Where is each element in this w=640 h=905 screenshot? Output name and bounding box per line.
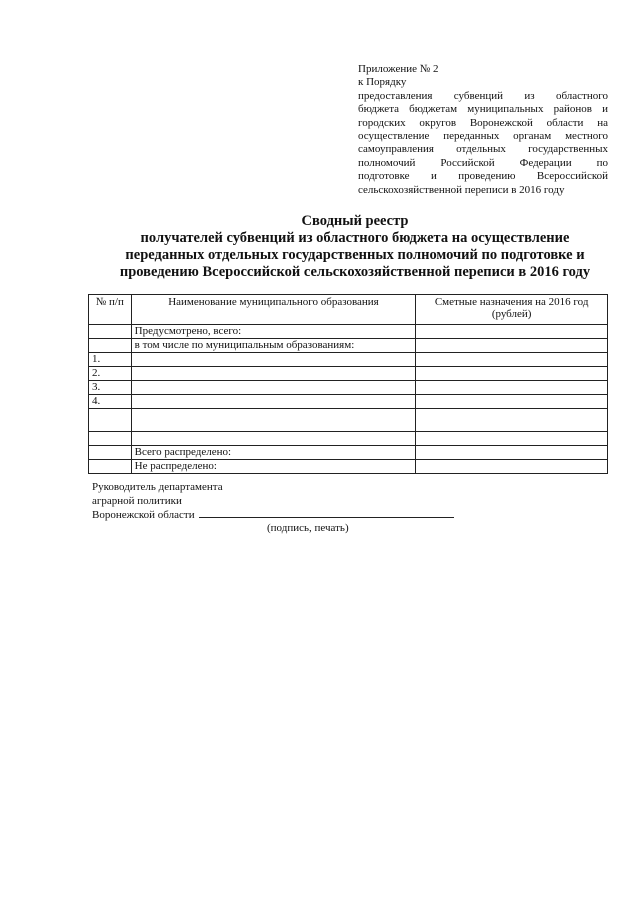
not-distributed-label: Не распределено:	[131, 460, 416, 474]
table-row	[89, 325, 608, 339]
header-amount-line-2: (рублей)	[491, 308, 532, 320]
title-line-3: переданных отдельных государственных полномочий по подготовке и	[125, 247, 585, 263]
signature-line-2: аграрной политики	[92, 494, 182, 507]
appendix-number: Приложение № 2	[358, 63, 439, 75]
appendix-body-line: предоставления субвенций из областного	[358, 89, 608, 102]
appendix-body-line: подготовке и проведению Всероссийской	[358, 170, 608, 183]
appendix-body-line: самоуправления отдельных государственных	[358, 143, 608, 156]
title-line-2: получателей субвенций из областного бюджета на осуществление	[140, 230, 570, 246]
row-number: 3.	[89, 381, 132, 395]
table-header-row	[89, 295, 608, 325]
appendix-body-line: городских округов Воронежской области на	[358, 116, 608, 129]
document-title	[60, 213, 640, 281]
planned-label: Предусмотрено, всего:	[131, 325, 416, 339]
total-distributed-label: Всего распределено:	[131, 446, 416, 460]
table-row	[89, 460, 608, 474]
title-line-1: Сводный реестр	[301, 213, 409, 229]
appendix-body-last-line: сельскохозяйственной переписи в 2016 году	[358, 183, 565, 196]
row-number: 1.	[89, 353, 132, 367]
header-amount	[416, 295, 608, 325]
row-number: 4.	[89, 395, 132, 409]
table-row	[89, 432, 608, 446]
table-row	[89, 339, 608, 353]
signature-underline	[199, 508, 454, 518]
signature-caption: (подпись, печать)	[267, 522, 349, 534]
appendix-body-line: бюджета бюджетам муниципальных районов и	[358, 103, 608, 116]
appendix-header	[358, 63, 608, 197]
signature-line-3-text: Воронежской области	[92, 509, 195, 522]
including-label: в том числе по муниципальным образованиям:	[131, 339, 416, 353]
header-amount-line-1: Сметные назначения на 2016 год	[434, 296, 589, 308]
table-row	[89, 367, 608, 381]
header-name: Наименование муниципального образования	[131, 295, 416, 325]
table-row	[89, 446, 608, 460]
signature-line-1: Руководитель департамента	[92, 481, 223, 493]
signature-line-3	[92, 508, 454, 523]
table-row	[89, 353, 608, 367]
register-table	[88, 294, 608, 474]
appendix-body-line: осуществление переданных органам местного	[358, 130, 608, 143]
title-line-4: проведению Всероссийской сельскохозяйственной переписи в 2016 году	[119, 264, 591, 280]
appendix-order-ref: к Порядку	[358, 76, 407, 89]
table-row	[89, 381, 608, 395]
signature-block	[92, 481, 454, 523]
header-num: № п/п	[89, 295, 132, 325]
table-row	[89, 409, 608, 432]
appendix-body-line: полномочий Российской Федерации по	[358, 156, 608, 169]
table-row	[89, 395, 608, 409]
row-number: 2.	[89, 367, 132, 381]
